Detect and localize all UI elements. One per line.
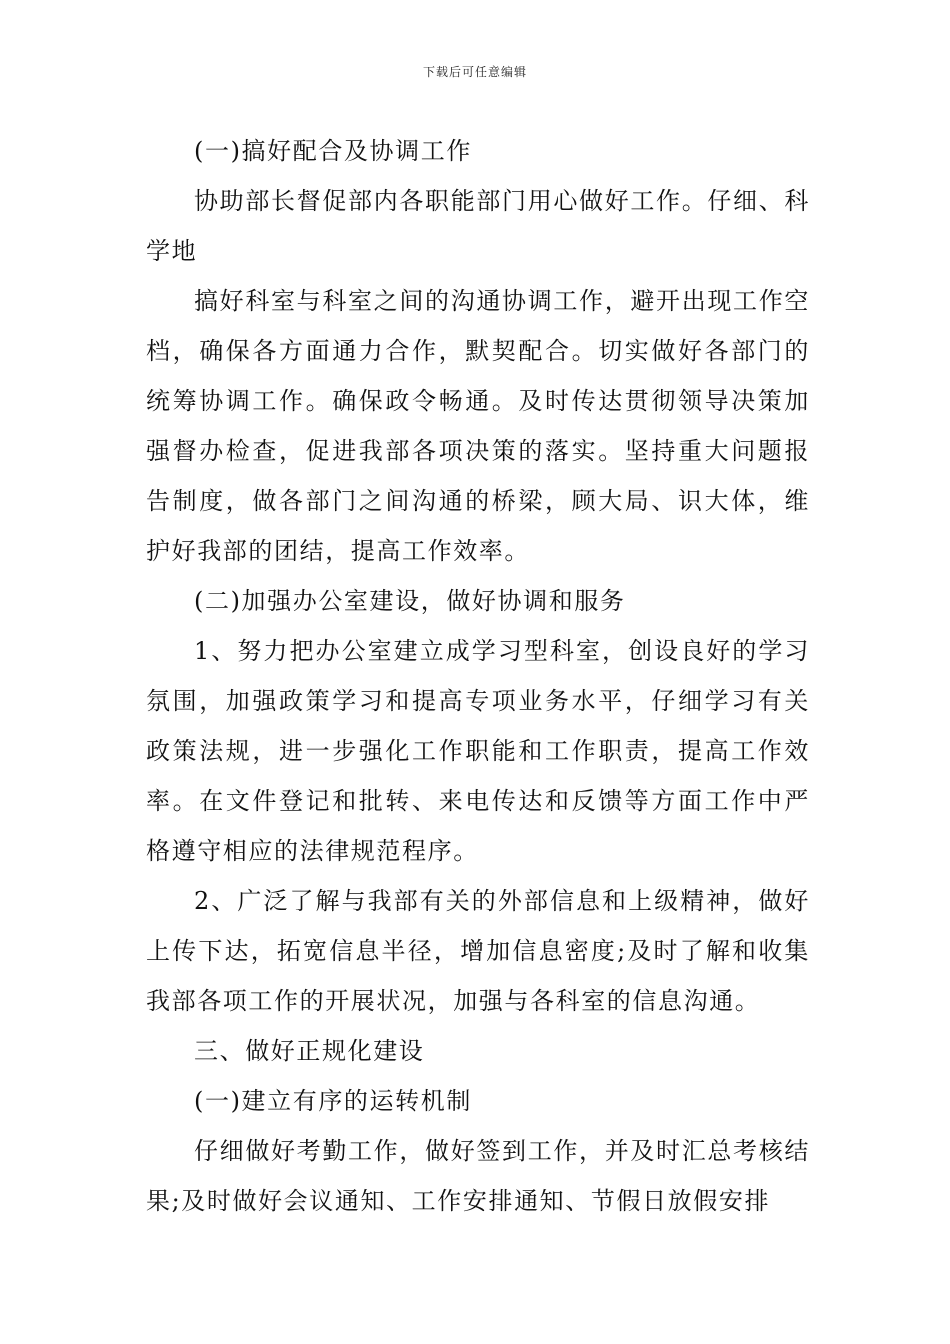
- document-body: [146, 126, 810, 1226]
- paragraph-assist-minister: 协助部长督促部内各职能部门用心做好工作。仔细、科学地: [146, 187, 810, 265]
- paragraph-item-1: 1、努力把办公室建立成学习型科室，创设良好的学习氛围，加强政策学习和提高专项业务水平，仔细学习有关政策法规，进一步强化工作职能和工作职责，提高工作效率。在文件登记和批转、来电传达和反馈等方面工作中严格遵守相应的法律规范程序。: [146, 637, 810, 865]
- subsection-heading-mechanism: (一)建立有序的运转机制: [194, 1087, 472, 1115]
- section-heading-coordination: (一)搞好配合及协调工作: [194, 137, 472, 165]
- paragraph-communication: 搞好科室与科室之间的沟通协调工作，避开出现工作空档，确保各方面通力合作，默契配合。切实做好各部门的统筹协调工作。确保政令畅通。及时传达贯彻领导决策加强督办检查，促进我部各项决策的落实。坚持重大问题报告制度，做各部门之间沟通的桥梁，顾大局、识大体，维护好我部的团结，提高工作效率。: [146, 287, 810, 565]
- page-header-note: 下载后可任意编辑: [422, 65, 527, 79]
- section-heading-standardization: 三、做好正规化建设: [194, 1037, 425, 1065]
- section-heading-office-building: (二)加强办公室建设，做好协调和服务: [194, 587, 626, 615]
- paragraph-attendance: 仔细做好考勤工作，做好签到工作，并及时汇总考核结果;及时做好会议通知、工作安排通知、节假日放假安排: [146, 1137, 810, 1215]
- paragraph-item-2: 2、广泛了解与我部有关的外部信息和上级精神，做好上传下达，拓宽信息半径，增加信息密度;及时了解和收集我部各项工作的开展状况，加强与各科室的信息沟通。: [146, 887, 810, 1015]
